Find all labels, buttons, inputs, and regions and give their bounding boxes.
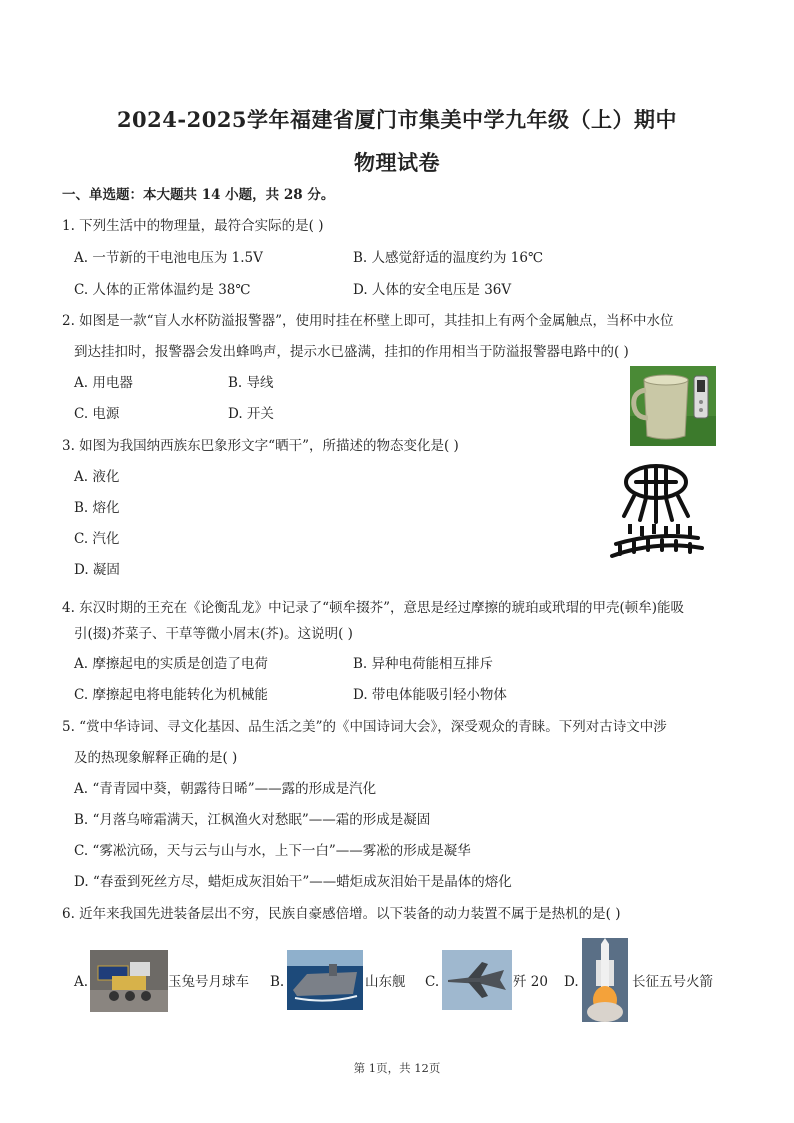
question-4-option-b: B. 异种电荷能相互排斥 (353, 656, 494, 672)
question-4-option-a: A. 摩擦起电的实质是创造了电荷 (74, 656, 268, 672)
question-1-stem: 1. 下列生活中的物理量，最符合实际的是( ) (62, 218, 324, 234)
rocket-launch-image (582, 938, 628, 1022)
question-1-option-c: C. 人体的正常体温约是 38℃ (74, 282, 251, 298)
question-1-option-d: D. 人体的安全电压是 36V (353, 282, 512, 298)
question-5-option-b: B. “月落乌啼霜满天，江枫渔火对愁眠”——霜的形成是凝固 (74, 812, 431, 828)
question-2-option-c: C. 电源 (74, 406, 120, 422)
section-heading: 一、单选题：本大题共 14 小题，共 28 分。 (62, 187, 335, 203)
question-4-option-d: D. 带电体能吸引轻小物体 (353, 687, 507, 703)
exam-title-line2: 物理试卷 (354, 150, 440, 175)
question-3-option-c: C. 汽化 (74, 531, 120, 547)
question-6-option-a: A. (74, 974, 89, 990)
question-6-option-b: B. (270, 974, 285, 990)
question-1-option-b: B. 人感觉舒适的温度约为 16℃ (353, 250, 544, 266)
question-5-option-c: C. “雾凇沆砀，天与云与山与水，上下一白”——雾凇的形成是凝华 (74, 843, 471, 859)
question-2-option-d: D. 开关 (228, 406, 274, 422)
question-2-stem-line2: 到达挂扣时，报警器会发出蜂鸣声，提示水已盛满，挂扣的作用相当于防溢报警器电路中的( ) (74, 344, 629, 360)
fighter-jet-image (442, 950, 512, 1010)
question-6-caption-d: 长征五号火箭 (632, 974, 713, 990)
question-6-caption-a: 玉兔号月球车 (168, 974, 249, 990)
question-5-stem-line2: 及的热现象解释正确的是( ) (74, 750, 238, 766)
question-4-option-c: C. 摩擦起电将电能转化为机械能 (74, 687, 268, 703)
question-2-option-b: B. 导线 (228, 375, 274, 391)
question-2-option-a: A. 用电器 (74, 375, 133, 391)
question-6-option-c: C. (425, 974, 440, 990)
question-6-option-d: D. (564, 974, 579, 990)
question-6-stem: 6. 近年来我国先进装备层出不穷，民族自豪感倍增。以下装备的动力装置不属于是热机的是( ) (62, 906, 621, 922)
page-footer: 第 1页，共 12页 (353, 1061, 441, 1075)
question-5-stem-line1: 5. “赏中华诗词、寻文化基因、品生活之美”的《中国诗词大会》，深受观众的青睐。下列对古诗文中涉 (62, 719, 667, 735)
question-5-option-d: D. “春蚕到死丝方尽，蜡炬成灰泪始干”——蜡炬成灰泪始干是晶体的熔化 (74, 874, 512, 890)
question-4-stem-line1: 4. 东汉时期的王充在《论衡乱龙》中记录了“顿牟掇芥”，意思是经过摩擦的琥珀或玳瑁的甲壳(顿牟)能吸 (62, 600, 685, 616)
question-3-option-a: A. 液化 (74, 469, 120, 485)
question-4-stem-line2: 引(掇)芥菜子、干草等微小屑末(芥)。这说明( ) (74, 626, 353, 642)
dongba-pictograph-image (606, 460, 706, 570)
question-3-stem: 3. 如图为我国纳西族东巴象形文字“晒干”，所描述的物态变化是( ) (62, 438, 459, 454)
aircraft-carrier-image (287, 950, 363, 1010)
question-3-option-b: B. 熔化 (74, 500, 120, 516)
lunar-rover-image (90, 950, 168, 1012)
question-5-option-a: A. “青青园中葵，朝露待日晞”——露的形成是汽化 (74, 781, 377, 797)
question-6-caption-b: 山东舰 (365, 974, 406, 990)
exam-title-line1: 2024-2025学年福建省厦门市集美中学九年级（上）期中 (116, 107, 678, 132)
question-3-option-d: D. 凝固 (74, 562, 120, 578)
question-1-option-a: A. 一节新的干电池电压为 1.5V (74, 250, 263, 266)
mug-alarm-image (630, 366, 716, 446)
question-2-stem-line1: 2. 如图是一款“盲人水杯防溢报警器”，使用时挂在杯壁上即可，其挂扣上有两个金属触点，当杯中水位 (62, 313, 674, 329)
question-6-caption-c: 歼 20 (513, 974, 548, 990)
